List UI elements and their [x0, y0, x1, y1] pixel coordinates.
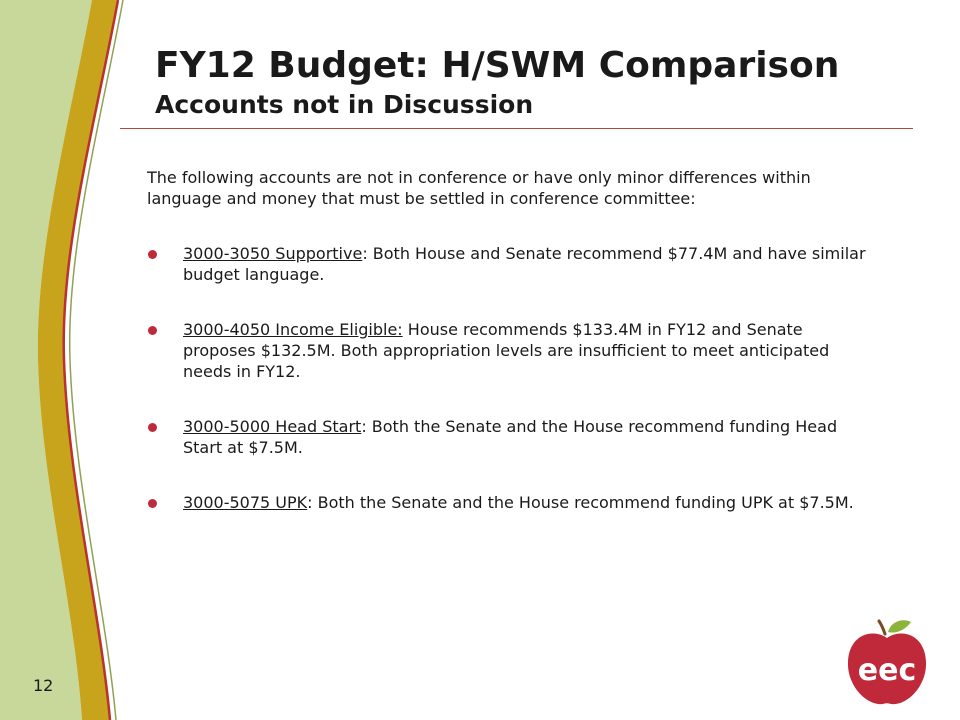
- intro-paragraph: The following accounts are not in conference or have only minor differences within language and money that must be settled in conference committee:: [147, 168, 811, 208]
- bullet-icon: [148, 250, 157, 259]
- bullet-icon: [148, 499, 157, 508]
- title-line-2: Accounts not in Discussion: [155, 90, 534, 119]
- slide-body: [147, 167, 867, 547]
- bullet-icon: [148, 423, 157, 432]
- page-number: 12: [33, 676, 54, 695]
- account-name: 3000-5075 UPK: [183, 493, 308, 512]
- list-item: [147, 243, 867, 285]
- account-list: [147, 243, 867, 513]
- bullet-icon: [148, 326, 157, 335]
- account-description: : Both the Senate and the House recommend funding Head Start at $7.5M.: [183, 417, 838, 457]
- title-line-1: FY12 Budget: H/SWM Comparison: [155, 45, 840, 86]
- decorative-sidebar: [0, 0, 160, 720]
- title-divider: [120, 128, 913, 129]
- list-item: [147, 416, 867, 458]
- list-item: [147, 492, 867, 513]
- account-name: 3000-5000 Head Start: [183, 417, 362, 436]
- account-description: : Both the Senate and the House recommend funding UPK at $7.5M.: [307, 493, 854, 512]
- account-description: : Both House and Senate recommend $77.4M and have similar budget language.: [183, 244, 866, 284]
- slide-title: [155, 44, 839, 122]
- account-name: 3000-4050 Income Eligible:: [183, 320, 403, 339]
- account-description: House recommends $133.4M in FY12 and Senate proposes $132.5M. Both appropriation levels are insufficient to meet anticipated needs in FY12.: [183, 320, 830, 381]
- logo-text: eec: [857, 653, 917, 688]
- account-name: 3000-3050 Supportive: [183, 244, 363, 263]
- list-item: [147, 319, 867, 382]
- eec-apple-logo: [843, 618, 931, 708]
